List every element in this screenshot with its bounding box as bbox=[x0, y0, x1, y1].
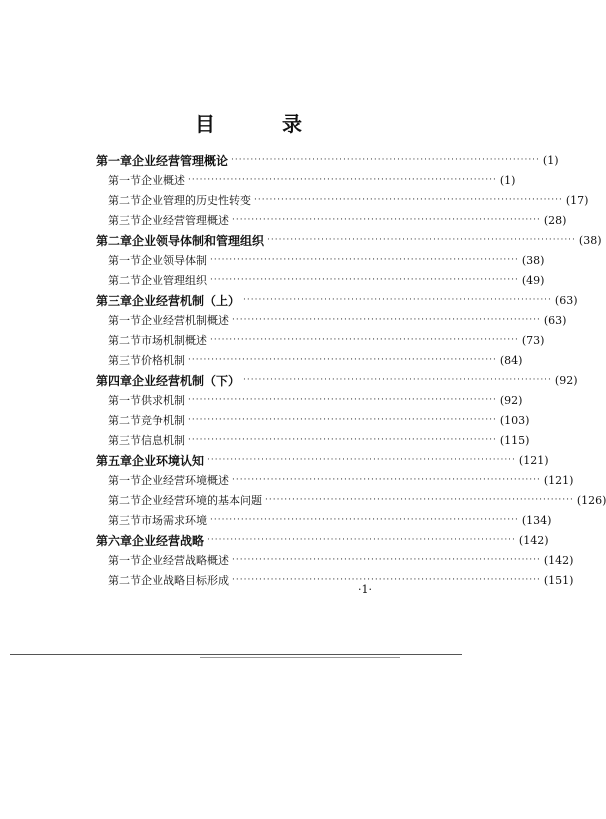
toc-chapter-entry bbox=[96, 370, 578, 390]
leader-dots: ················································································ bbox=[265, 495, 574, 505]
entry-number: 第二节 bbox=[108, 274, 141, 287]
entry-number: 第二节 bbox=[108, 414, 141, 427]
entry-title: 市场需求环境 bbox=[141, 514, 207, 527]
entry-title: 企业概述 bbox=[141, 174, 185, 187]
entry-title: 企业管理的历史性转变 bbox=[141, 194, 251, 207]
entry-page: (134) bbox=[521, 513, 552, 527]
bottom-rule-secondary bbox=[200, 657, 400, 658]
page-title: 目 录 bbox=[195, 112, 332, 136]
entry-title: 企业经营管理概述 bbox=[141, 214, 229, 227]
entry-number: 第三节 bbox=[108, 434, 141, 447]
entry-page: (17) bbox=[565, 193, 589, 207]
entry-title: 企业环境认知 bbox=[132, 453, 205, 468]
toc-section-entry bbox=[96, 330, 545, 350]
toc-chapter-entry bbox=[96, 530, 549, 550]
toc-section-entry bbox=[96, 310, 567, 330]
entry-title: 竞争机制 bbox=[141, 414, 185, 427]
entry-title: 供求机制 bbox=[141, 394, 185, 407]
toc-chapter-entry bbox=[96, 450, 549, 470]
leader-dots: ················································································ bbox=[232, 315, 541, 325]
entry-number: 第四章 bbox=[96, 373, 133, 388]
entry-title: 企业经营机制（下） bbox=[132, 373, 241, 388]
leader-dots: ················································································ bbox=[188, 355, 497, 365]
toc-section-entry bbox=[96, 550, 574, 570]
toc-section-entry bbox=[96, 430, 530, 450]
entry-title: 企业领导体制 bbox=[141, 254, 207, 267]
entry-title: 企业经营环境概述 bbox=[141, 474, 229, 487]
entry-number: 第一节 bbox=[108, 394, 141, 407]
entry-title: 企业经营战略 bbox=[132, 533, 205, 548]
leader-dots: ················································································ bbox=[210, 335, 519, 345]
entry-number: 第六章 bbox=[96, 533, 133, 548]
entry-title: 企业战略目标形成 bbox=[141, 574, 229, 587]
leader-dots: ················································································ bbox=[188, 175, 497, 185]
bottom-rule bbox=[10, 654, 462, 655]
toc-section-entry bbox=[96, 470, 574, 490]
leader-dots: ················································································ bbox=[267, 235, 576, 245]
entry-title: 企业经营机制概述 bbox=[141, 314, 229, 327]
entry-page: (1) bbox=[499, 173, 516, 187]
leader-dots: ················································································ bbox=[188, 415, 497, 425]
entry-number: 第三节 bbox=[108, 354, 141, 367]
entry-page: (126) bbox=[576, 493, 606, 507]
entry-page: (84) bbox=[499, 353, 523, 367]
leader-dots: ················································································ bbox=[232, 215, 541, 225]
leader-dots: ················································································ bbox=[210, 275, 519, 285]
entry-page: (38) bbox=[521, 253, 545, 267]
entry-number: 第二节 bbox=[108, 194, 141, 207]
page-number: ·1· bbox=[358, 583, 372, 596]
toc-section-entry bbox=[96, 410, 530, 430]
leader-dots: ················································································ bbox=[231, 155, 540, 165]
toc-section-entry bbox=[96, 270, 545, 290]
toc-chapter-entry bbox=[96, 230, 602, 250]
leader-dots: ················································································ bbox=[188, 395, 497, 405]
leader-dots: ················································································ bbox=[232, 555, 541, 565]
entry-title: 企业经营管理概论 bbox=[132, 153, 229, 168]
entry-number: 第一节 bbox=[108, 174, 141, 187]
leader-dots: ················································································ bbox=[207, 455, 516, 465]
entry-page: (63) bbox=[543, 313, 567, 327]
toc-chapter-entry bbox=[96, 150, 559, 170]
toc-section-entry bbox=[96, 350, 523, 370]
leader-dots: ················································································ bbox=[232, 575, 541, 585]
leader-dots: ················································································ bbox=[207, 535, 516, 545]
leader-dots: ················································································ bbox=[232, 475, 541, 485]
toc-section-entry bbox=[96, 170, 516, 190]
entry-title: 价格机制 bbox=[141, 354, 185, 367]
entry-number: 第三章 bbox=[96, 293, 133, 308]
entry-number: 第一章 bbox=[96, 153, 133, 168]
entry-number: 第三节 bbox=[108, 214, 141, 227]
entry-title: 信息机制 bbox=[141, 434, 185, 447]
entry-page: (73) bbox=[521, 333, 545, 347]
entry-number: 第二节 bbox=[108, 334, 141, 347]
toc-section-entry bbox=[96, 510, 552, 530]
entry-page: (38) bbox=[578, 233, 602, 247]
leader-dots: ················································································ bbox=[254, 195, 563, 205]
entry-page: (49) bbox=[521, 273, 545, 287]
toc-section-entry bbox=[96, 490, 606, 510]
entry-page: (121) bbox=[518, 453, 549, 467]
entry-title: 企业管理组织 bbox=[141, 274, 207, 287]
toc-section-entry bbox=[96, 250, 545, 270]
entry-page: (103) bbox=[499, 413, 530, 427]
entry-page: (115) bbox=[499, 433, 530, 447]
toc-section-entry bbox=[96, 390, 523, 410]
leader-dots: ················································································ bbox=[188, 435, 497, 445]
entry-page: (121) bbox=[543, 473, 574, 487]
toc-chapter-entry bbox=[96, 290, 578, 310]
entry-page: (1) bbox=[542, 153, 559, 167]
entry-title: 企业领导体制和管理组织 bbox=[132, 233, 265, 248]
entry-number: 第二章 bbox=[96, 233, 133, 248]
entry-number: 第一节 bbox=[108, 474, 141, 487]
entry-page: (92) bbox=[499, 393, 523, 407]
toc-section-entry bbox=[96, 210, 567, 230]
leader-dots: ················································································ bbox=[210, 515, 519, 525]
entry-page: (142) bbox=[518, 533, 549, 547]
entry-title: 企业经营环境的基本问题 bbox=[141, 494, 262, 507]
entry-number: 第一节 bbox=[108, 314, 141, 327]
leader-dots: ················································································ bbox=[243, 375, 552, 385]
toc-section-entry bbox=[96, 190, 589, 210]
entry-page: (151) bbox=[543, 573, 574, 587]
entry-page: (28) bbox=[543, 213, 567, 227]
entry-number: 第二节 bbox=[108, 574, 141, 587]
entry-number: 第一节 bbox=[108, 254, 141, 267]
entry-number: 第一节 bbox=[108, 554, 141, 567]
entry-title: 企业经营战略概述 bbox=[141, 554, 229, 567]
entry-number: 第二节 bbox=[108, 494, 141, 507]
entry-number: 第五章 bbox=[96, 453, 133, 468]
leader-dots: ················································································ bbox=[243, 295, 552, 305]
entry-page: (92) bbox=[554, 373, 578, 387]
entry-page: (142) bbox=[543, 553, 574, 567]
entry-number: 第三节 bbox=[108, 514, 141, 527]
entry-title: 企业经营机制（上） bbox=[132, 293, 241, 308]
entry-title: 市场机制概述 bbox=[141, 334, 207, 347]
leader-dots: ················································································ bbox=[210, 255, 519, 265]
entry-page: (63) bbox=[554, 293, 578, 307]
